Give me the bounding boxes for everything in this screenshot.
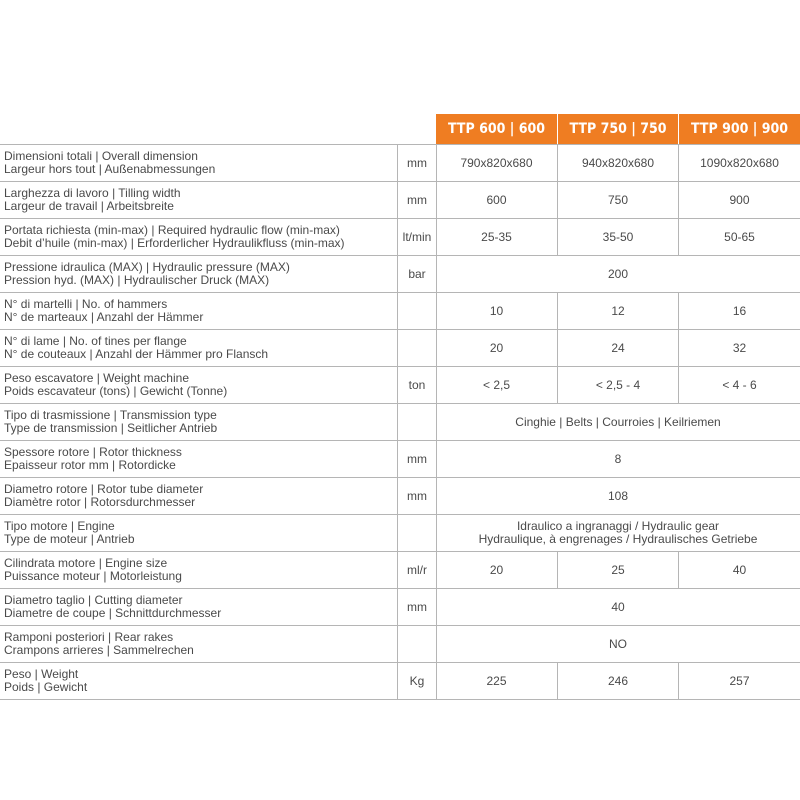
label-line-1: Cilindrata motore | Engine size [4, 557, 168, 570]
table-row [0, 144, 800, 182]
table-row [0, 219, 800, 256]
table-row [0, 478, 800, 515]
header-model-600: TTP 600 | 600 [436, 114, 557, 144]
label-line-2: N° de marteaux | Anzahl der Hämmer [4, 310, 204, 324]
unit-cell [397, 515, 437, 551]
table-row [0, 182, 800, 219]
value-cell: 790x820x680 [436, 145, 558, 181]
value-cell: 750 [558, 182, 679, 218]
row-label [4, 557, 396, 583]
value-cell: 20 [436, 330, 558, 366]
value-cell: 24 [558, 330, 679, 366]
label-line-1: Tipo di trasmissione | Transmission type [4, 409, 217, 422]
row-label [4, 298, 396, 324]
table-row [0, 626, 800, 663]
label-line-1: Diametro rotore | Rotor tube diameter [4, 483, 204, 496]
label-line-1: Larghezza di lavoro | Tilling width [4, 187, 181, 200]
value-cell: 35-50 [558, 219, 679, 255]
header-model-750: TTP 750 | 750 [558, 114, 678, 144]
label-line-1: N° di martelli | No. of hammers [4, 298, 168, 311]
label-line-1: Portata richiesta (min-max) | Required hydraulic flow (min-max) [4, 224, 340, 237]
value-cell: 12 [558, 293, 679, 329]
unit-cell: mm [397, 478, 437, 514]
label-line-2: Poids | Gewicht [4, 680, 88, 694]
value-cell: < 2,5 - 4 [558, 367, 679, 403]
value-line-1: Idraulico a ingranaggi / Hydraulic gear [516, 519, 720, 533]
label-line-1: Peso | Weight [4, 668, 79, 681]
label-line-2: Diamètre rotor | Rotorsdurchmesser [4, 495, 196, 509]
label-line-2: Crampons arrieres | Sammelrechen [4, 643, 194, 657]
table-row [0, 663, 800, 700]
label-line-2: Diametre de coupe | Schnittdurchmesser [4, 606, 222, 620]
value-cell: 225 [436, 663, 558, 699]
value-cell-merged: 108 [607, 489, 629, 503]
table-row [0, 293, 800, 330]
row-label [4, 409, 396, 435]
value-cell: < 2,5 [436, 367, 558, 403]
value-cell-merged [436, 515, 800, 551]
unit-cell [397, 626, 437, 662]
row-label [4, 520, 396, 546]
value-cell: 900 [729, 193, 750, 207]
label-line-2: Epaisseur rotor mm | Rotordicke [4, 458, 176, 472]
value-cell: 940x820x680 [558, 145, 679, 181]
row-label [4, 483, 396, 509]
header-row [0, 114, 800, 144]
value-cell: 1090x820x680 [700, 156, 779, 170]
spec-table [0, 114, 800, 700]
label-line-2: Type de transmission | Seitlicher Antrieb [4, 421, 218, 435]
table-row [0, 589, 800, 626]
unit-cell: mm [397, 182, 437, 218]
value-cell: 20 [436, 552, 558, 588]
value-line-2: Hydraulique, à engrenages / Hydraulisches Getriebe [478, 532, 758, 546]
unit-cell: mm [397, 589, 437, 625]
unit-cell: bar [397, 256, 437, 292]
value-cell-merged: Cinghie | Belts | Courroies | Keilriemen [515, 415, 721, 429]
value-cell-merged: 40 [611, 600, 625, 614]
unit-cell [397, 293, 437, 329]
label-line-1: Peso escavatore | Weight machine [4, 372, 189, 385]
value-cell: 50-65 [724, 230, 755, 244]
label-line-2: Largeur de travail | Arbeitsbreite [4, 199, 174, 213]
unit-cell: lt/min [397, 219, 437, 255]
label-line-1: Ramponi posteriori | Rear rakes [4, 631, 174, 644]
row-label [4, 224, 396, 250]
table-row [0, 552, 800, 589]
unit-cell [397, 404, 437, 440]
label-line-1: Tipo motore | Engine [4, 520, 115, 533]
label-line-2: Pression hyd. (MAX) | Hydraulischer Druck (MAX) [4, 273, 270, 287]
row-label [4, 446, 396, 472]
header-model-900: TTP 900 | 900 [679, 114, 800, 144]
value-cell: 25-35 [436, 219, 558, 255]
row-label [4, 261, 396, 287]
table-row [0, 404, 800, 441]
label-line-2: Largeur hors tout | Außenabmessungen [4, 162, 216, 176]
value-cell-merged: NO [609, 637, 627, 651]
unit-cell: ml/r [397, 552, 437, 588]
unit-cell: mm [397, 145, 437, 181]
label-line-2: N° de couteaux | Anzahl der Hämmer pro Flansch [4, 347, 269, 361]
table-row [0, 256, 800, 293]
row-label [4, 335, 396, 361]
value-cell: 16 [732, 304, 747, 318]
table-row [0, 330, 800, 367]
label-line-1: Pressione idraulica (MAX) | Hydraulic pressure (MAX) [4, 261, 290, 274]
row-label [4, 668, 396, 694]
label-line-1: Dimensioni totali | Overall dimension [4, 150, 198, 163]
label-line-1: Diametro taglio | Cutting diameter [4, 594, 183, 607]
unit-cell: ton [397, 367, 437, 403]
row-label [4, 372, 396, 398]
unit-cell: Kg [397, 663, 437, 699]
table-row [0, 367, 800, 404]
label-line-2: Type de moteur | Antrieb [4, 532, 135, 546]
row-label [4, 594, 396, 620]
row-label [4, 631, 396, 657]
label-line-2: Poids escavateur (tons) | Gewicht (Tonne) [4, 384, 228, 398]
table-body [0, 144, 800, 700]
label-line-1: N° di lame | No. of tines per flange [4, 335, 187, 348]
value-cell-merged: 200 [607, 267, 629, 281]
label-line-1: Spessore rotore | Rotor thickness [4, 446, 182, 459]
value-cell: 40 [732, 563, 747, 577]
table-row [0, 441, 800, 478]
value-cell-merged: 8 [614, 452, 622, 466]
label-line-2: Debit d’huile (min-max) | Erforderlicher Hydraulikfluss (min-max) [4, 236, 345, 250]
row-label [4, 187, 396, 213]
value-cell: < 4 - 6 [722, 378, 757, 392]
unit-cell [397, 330, 437, 366]
table-row [0, 515, 800, 552]
row-label [4, 150, 396, 176]
unit-cell: mm [397, 441, 437, 477]
value-cell: 32 [732, 341, 747, 355]
value-cell: 10 [436, 293, 558, 329]
value-cell: 600 [436, 182, 558, 218]
label-line-2: Puissance moteur | Motorleistung [4, 569, 182, 583]
value-cell: 246 [558, 663, 679, 699]
value-cell: 25 [558, 552, 679, 588]
value-cell: 257 [729, 674, 750, 688]
